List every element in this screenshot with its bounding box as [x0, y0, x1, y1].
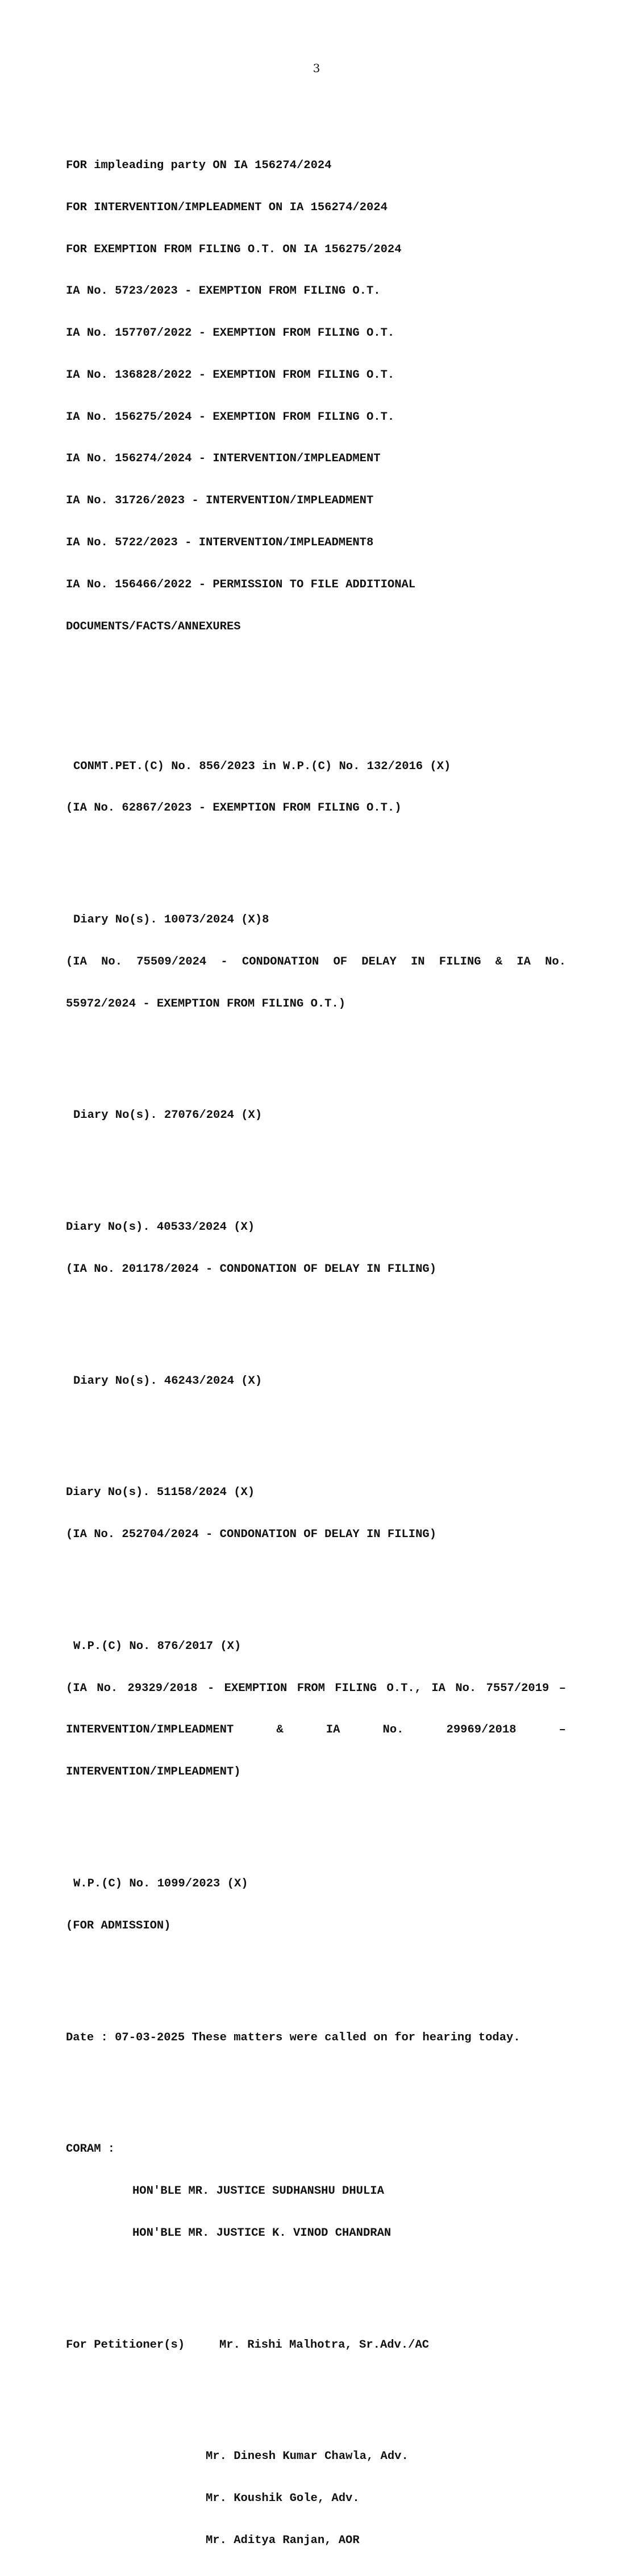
matter-title-diary-40533: Diary No(s). 40533/2024 (X)	[66, 1221, 255, 1234]
ia-list-item: FOR EXEMPTION FROM FILING O.T. ON IA 156275/2024	[66, 243, 402, 256]
ia-list-item: FOR INTERVENTION/IMPLEADMENT ON IA 156274/2024	[66, 201, 388, 214]
ia-list-item: IA No. 156274/2024 - INTERVENTION/IMPLEADMENT	[66, 452, 381, 466]
matter-title-diary-10073: Diary No(s). 10073/2024 (X)8	[73, 913, 269, 927]
matter-title-diary-27076: Diary No(s). 27076/2024 (X)	[73, 1109, 263, 1122]
hearing-date-line: Date : 07-03-2025 These matters were called on for hearing today.	[66, 2031, 520, 2044]
page-number: 3	[313, 61, 320, 75]
petitioner-counsel: Mr. Koushik Gole, Adv.	[206, 2492, 360, 2506]
coram-label: CORAM :	[66, 2143, 115, 2156]
petitioner-counsel-label: For Petitioner(s)	[66, 2338, 185, 2352]
matter-detail-wp-876-line2: INTERVENTION/IMPLEADMENT & IA No. 29969/2018 –	[66, 1723, 566, 1737]
petitioner-counsel-row	[66, 2339, 566, 2353]
ia-list-item: DOCUMENTS/FACTS/ANNEXURES	[66, 620, 241, 633]
matter-title-diary-51158: Diary No(s). 51158/2024 (X)	[66, 1486, 255, 1500]
matter-title-diary-46243: Diary No(s). 46243/2024 (X)	[73, 1374, 263, 1388]
matter-title-conmt: CONMT.PET.(C) No. 856/2023 in W.P.(C) No. 132/2016 (X)	[73, 759, 451, 773]
matter-detail-diary-40533: (IA No. 201178/2024 - CONDONATION OF DELAY IN FILING)	[66, 1262, 437, 1276]
ia-list-item: FOR impleading party ON IA 156274/2024	[66, 158, 332, 172]
matter-detail-wp-876-line3: INTERVENTION/IMPLEADMENT)	[66, 1765, 241, 1779]
petitioner-lead-counsel: Mr. Rishi Malhotra, Sr.Adv./AC	[219, 2338, 430, 2352]
ia-list-item: IA No. 31726/2023 - INTERVENTION/IMPLEADMENT	[66, 494, 374, 508]
matter-detail-wp-1099: (FOR ADMISSION)	[66, 1919, 171, 1932]
matter-title-wp-876: W.P.(C) No. 876/2017 (X)	[73, 1639, 241, 1653]
ia-list-item: IA No. 156275/2024 - EXEMPTION FROM FILING O.T.	[66, 410, 395, 424]
ia-list-item: IA No. 156466/2022 - PERMISSION TO FILE ADDITIONAL	[66, 578, 416, 591]
matter-detail-diary-51158: (IA No. 252704/2024 - CONDONATION OF DELAY IN FILING)	[66, 1528, 437, 1542]
ia-list-item: IA No. 157707/2022 - EXEMPTION FROM FILING O.T.	[66, 327, 395, 340]
ia-list	[66, 131, 566, 662]
order-body	[66, 89, 566, 2576]
matter-detail-conmt: (IA No. 62867/2023 - EXEMPTION FROM FILING O.T.)	[66, 801, 402, 815]
coram-judge: HON'BLE MR. JUSTICE K. VINOD CHANDRAN	[132, 2226, 392, 2240]
petitioner-counsel: Mr. Dinesh Kumar Chawla, Adv.	[206, 2450, 409, 2464]
matter-detail-diary-10073-line1: (IA No. 75509/2024 - CONDONATION OF DELAY IN FILING & IA No.	[66, 955, 566, 968]
coram-judge: HON'BLE MR. JUSTICE SUDHANSHU DHULIA	[132, 2185, 384, 2198]
matter-detail-diary-10073-line2: 55972/2024 - EXEMPTION FROM FILING O.T.)	[66, 997, 346, 1011]
ia-list-item: IA No. 5722/2023 - INTERVENTION/IMPLEADMENT8	[66, 536, 374, 549]
ia-list-item: IA No. 5723/2023 - EXEMPTION FROM FILING O.T.	[66, 285, 381, 298]
ia-list-item: IA No. 136828/2022 - EXEMPTION FROM FILING O.T.	[66, 368, 395, 382]
petitioner-counsel: Mr. Aditya Ranjan, AOR	[206, 2533, 360, 2547]
matter-title-wp-1099: W.P.(C) No. 1099/2023 (X)	[73, 1877, 248, 1890]
matter-detail-wp-876-line1: (IA No. 29329/2018 - EXEMPTION FROM FILING O.T., IA No. 7557/2019 –	[66, 1681, 566, 1695]
